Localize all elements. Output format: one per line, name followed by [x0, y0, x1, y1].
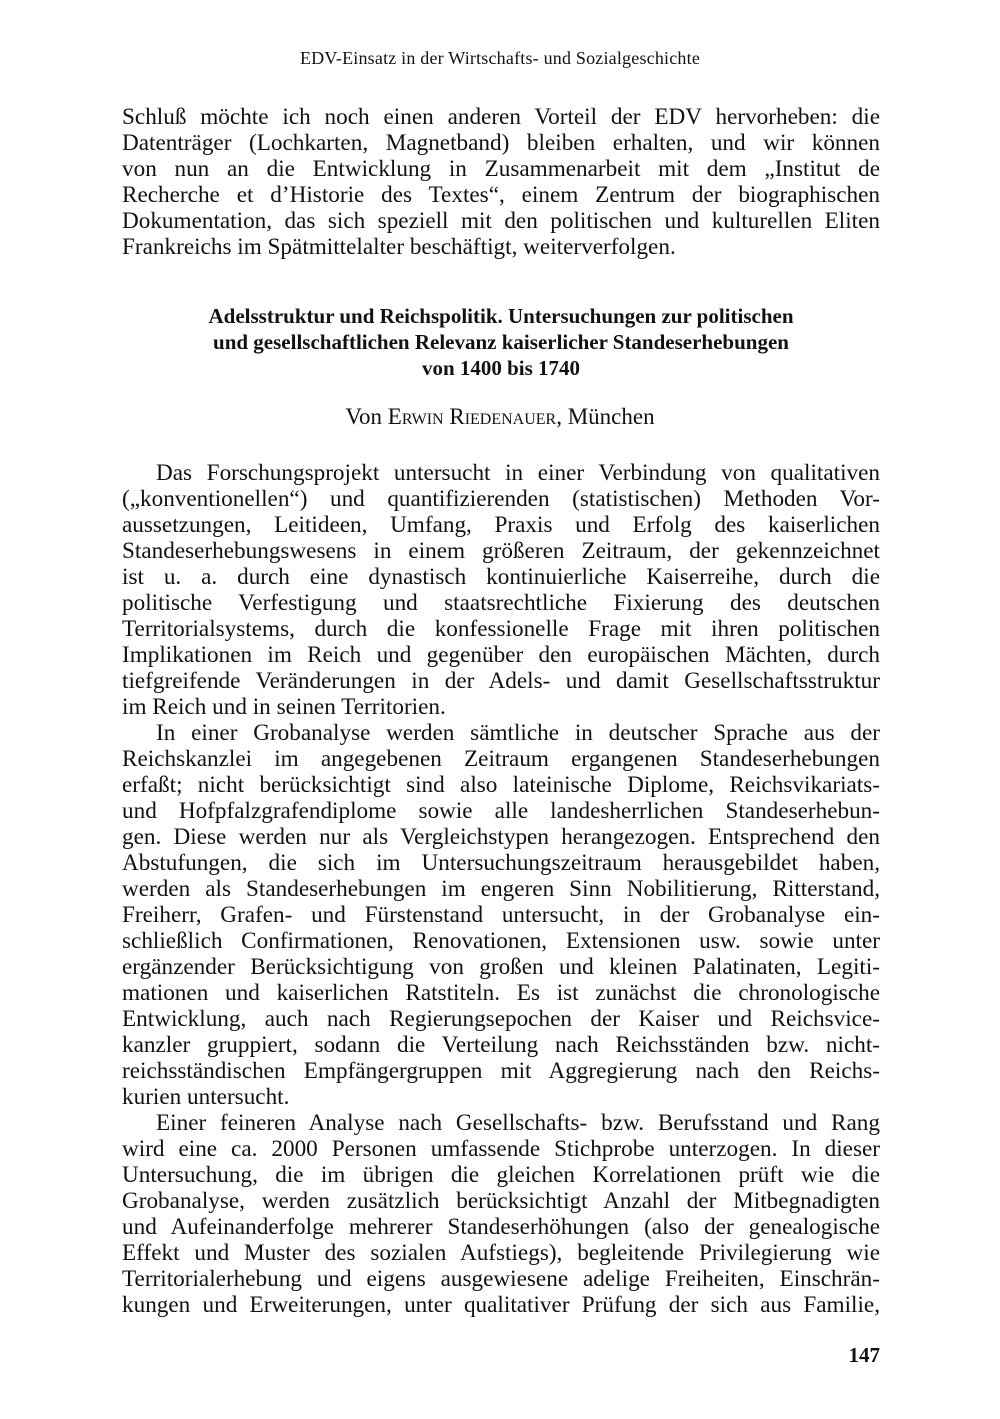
text-line: Abstufungen, die sich im Untersuchungszeitraum herausgebildet haben, [122, 850, 880, 876]
text-line: politische Verfestigung und staatsrechtliche Fixierung des deutschen [122, 590, 880, 616]
text-line: von nun an die Entwicklung in Zusammenarbeit mit dem „Institut de [122, 156, 880, 182]
text-line: Datenträger (Lochkarten, Magnetband) bleiben erhalten, und wir können [122, 130, 880, 156]
text-line: Recherche et d’Historie des Textes“, einem Zentrum der biographischen [122, 182, 880, 208]
text-line: ist u. a. durch eine dynastisch kontinuierliche Kaiserreihe, durch die [122, 564, 880, 590]
body-text [122, 460, 880, 1318]
text-line: Dokumentation, das sich speziell mit den politischen und kulturellen Eliten [122, 208, 880, 234]
running-head: EDV-Einsatz in der Wirtschafts- und Sozialgeschichte [299, 48, 701, 68]
text-line: Frankreichs im Spätmittelalter beschäftigt, weiterverfolgen. [122, 234, 676, 260]
text-line: wird eine ca. 2000 Personen umfassende Stichprobe unterzogen. In dieser [122, 1136, 880, 1162]
text-line: tiefgreifende Veränderungen in der Adels- und damit Gesellschaftsstruktur [122, 668, 880, 694]
text-line: Das Forschungsprojekt untersucht in einer Verbindung von qualitativen [156, 460, 880, 486]
text-line: mationen und kaiserlichen Ratstiteln. Es ist zunächst die chronologische [122, 980, 880, 1006]
text-line: Effekt und Muster des sozialen Aufstiegs), begleitende Privilegierung wie [122, 1240, 880, 1266]
text-line: Territorialsystems, durch die konfessionelle Frage mit ihren politischen [122, 616, 880, 642]
text-line: aussetzungen, Leitideen, Umfang, Praxis und Erfolg des kaiserlichen [122, 512, 880, 538]
text-line: Implikationen im Reich und gegenüber den europäischen Mächten, durch [122, 642, 880, 668]
text-line: kurien untersucht. [122, 1084, 290, 1110]
title-line: Adelsstruktur und Reichspolitik. Untersuchungen zur politischen [208, 304, 794, 328]
title-line: und gesellschaftlichen Relevanz kaiserlicher Standeserhebungen [213, 330, 789, 354]
page-number: 147 [848, 1343, 880, 1367]
author-prefix: Von [345, 404, 383, 429]
text-line: Untersuchung, die im übrigen die gleichen Korrelationen prüft wie die [122, 1162, 880, 1188]
text-line: Standeserhebungswesens in einem größeren Zeitraum, der gekennzeichnet [122, 538, 880, 564]
text-line: Freiherr, Grafen- und Fürstenstand untersucht, in der Grobanalyse ein- [122, 902, 880, 928]
text-line: erfaßt; nicht berücksichtigt sind also lateinische Diplome, Reichsvikariats- [122, 772, 880, 798]
text-line: kungen und Erweiterungen, unter qualitativer Prüfung der sich aus Familie, [122, 1292, 880, 1318]
text-line: Reichskanzlei im angegebenen Zeitraum ergangenen Standeserhebungen [122, 746, 880, 772]
text-line: und Aufeinanderfolge mehrerer Standeserhöhungen (also der genealogische [122, 1214, 880, 1240]
text-line: reichsständischen Empfängergruppen mit Aggregierung nach den Reichs- [122, 1058, 880, 1084]
text-line: Schluß möchte ich noch einen anderen Vorteil der EDV hervorheben: die [122, 104, 880, 130]
text-line: Einer feineren Analyse nach Gesellschafts- bzw. Berufsstand und Rang [156, 1110, 880, 1136]
text-line: Entwicklung, auch nach Regierungsepochen der Kaiser und Reichsvice- [122, 1006, 880, 1032]
text-line: im Reich und in seinen Territorien. [122, 694, 446, 720]
author-line [0, 404, 1000, 430]
intro-paragraph [122, 104, 880, 260]
title-line: von 1400 bis 1740 [421, 356, 581, 380]
text-line: kanzler gruppiert, sodann die Verteilung nach Reichsständen bzw. nicht- [122, 1032, 880, 1058]
author-name: Erwin Riedenauer [387, 404, 557, 429]
text-line: („konventionellen“) und quantifizierenden (statistischen) Methoden Vor- [122, 486, 880, 512]
text-line: Territorialerhebung und eigens ausgewiesene adelige Freiheiten, Einschrän- [122, 1266, 880, 1292]
text-line: und Hofpfalzgrafendiplome sowie alle landesherrlichen Standeserhebun- [122, 798, 880, 824]
text-line: In einer Grobanalyse werden sämtliche in deutscher Sprache aus der [156, 720, 880, 746]
article-title [122, 303, 880, 381]
author-place: , München [556, 404, 655, 429]
text-line: gen. Diese werden nur als Vergleichstypen herangezogen. Entsprechend den [122, 824, 880, 850]
text-line: schließlich Confirmationen, Renovationen, Extensionen usw. sowie unter [122, 928, 880, 954]
text-line: Grobanalyse, werden zusätzlich berücksichtigt Anzahl der Mitbegnadigten [122, 1188, 880, 1214]
text-line: ergänzender Berücksichtigung von großen und kleinen Palatinaten, Legiti- [122, 954, 880, 980]
text-line: werden als Standeserhebungen im engeren Sinn Nobilitierung, Ritterstand, [122, 876, 880, 902]
